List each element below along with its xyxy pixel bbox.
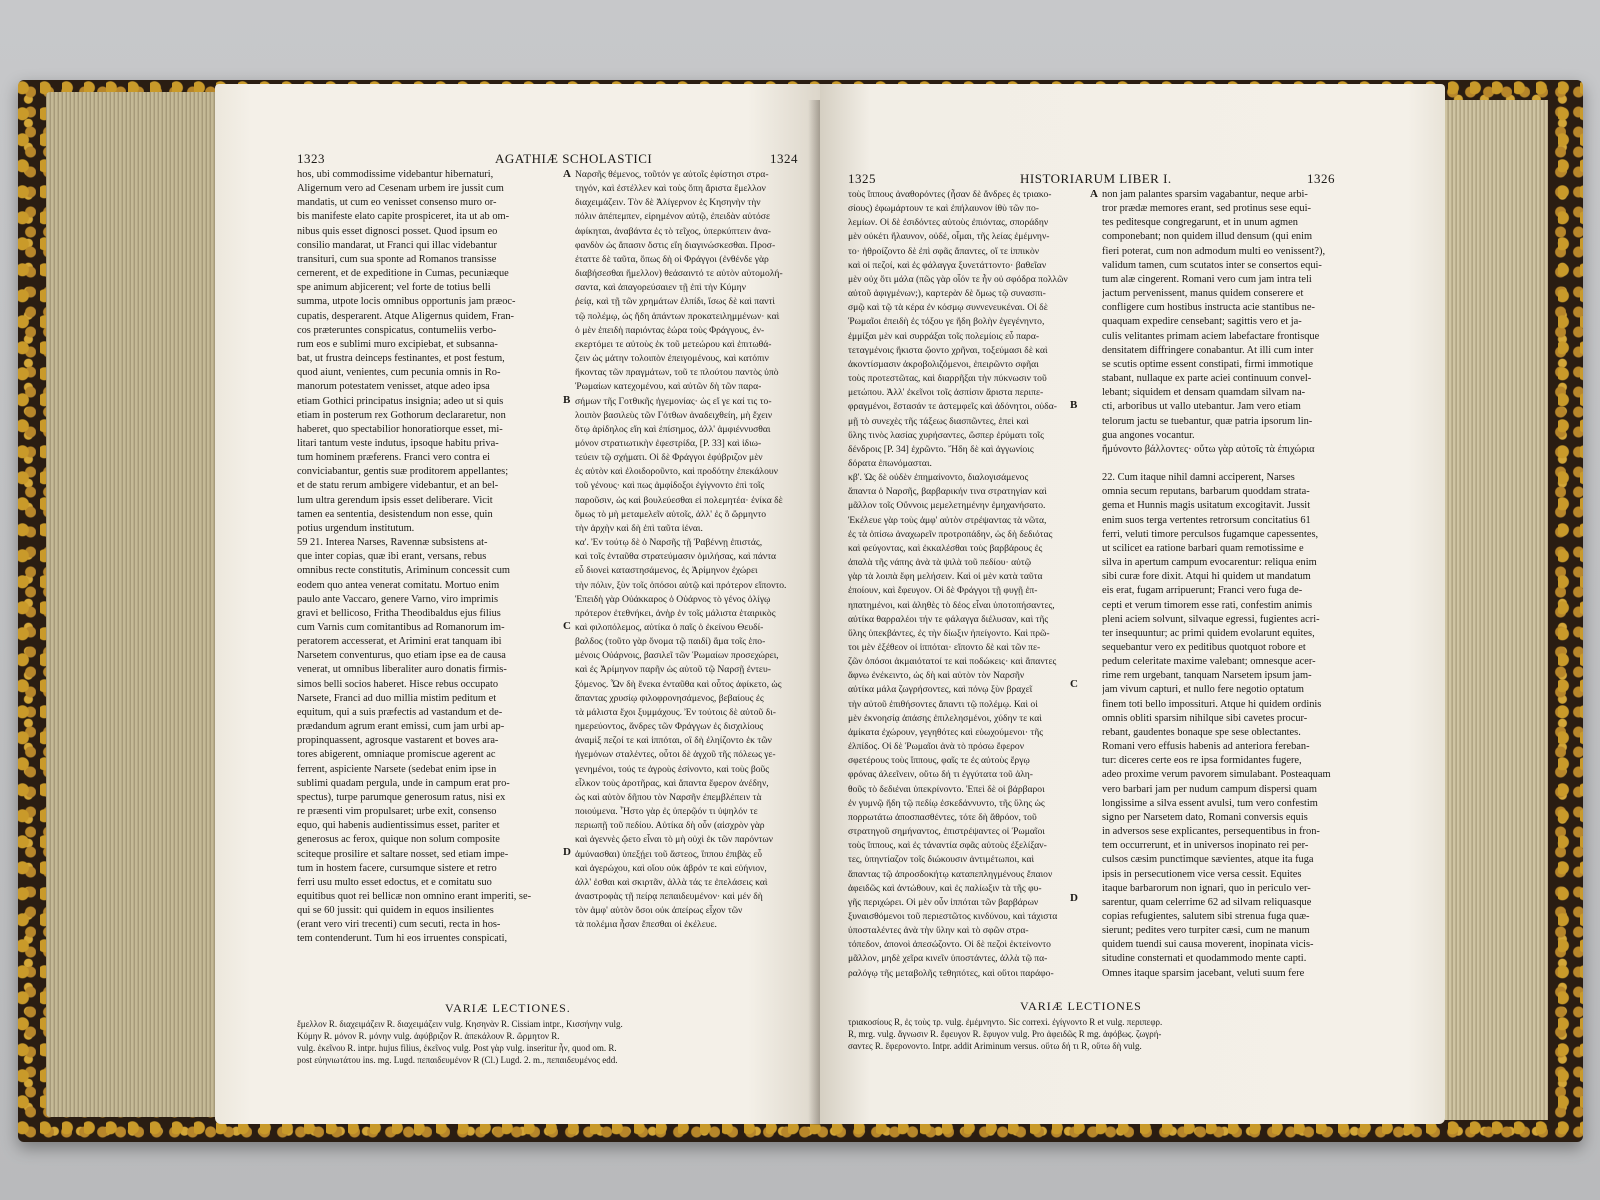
footnote-line: τριακοσίους R, ἐς τοὺς τρ. vulg. ἐμέμνηντο. Sic correxi. ἐγίγνοντο R et vulg. περιπεφρ. (848, 1017, 1163, 1027)
greek-text-line: τοι μὲν ἐξέθεον οἱ ἱππόται· εἵποντο δὲ καὶ τῶν πε- (848, 642, 1041, 653)
greek-text-line: τοὺς προτεστῶτας, καὶ διαρρῆξαι τὴν πύκνωσιν τοῦ (848, 373, 1047, 385)
latin-text-line: venerat, ut omnibus liberaliter auro donatis firmis- (297, 664, 507, 676)
latin-text-line: simos belli socios haberet. Hisce rebus occupato (297, 678, 499, 690)
greek-text-line: ημερεύοντος, ἄνδρες τῶν Φράγγων ἐς δισχιλίους (575, 721, 764, 733)
latin-text-line: re præsenti vim propulsaret; urbe exit, consenso (297, 806, 497, 818)
footnote-line: post εὐηνιωτάτου ins. mg. Lugd. πεπαιδευμένον R (Cl.) Lugd. 2. m., πεπαιδευμένος edd. (297, 1055, 618, 1065)
greek-text-line: ἅπαντας χρυσίῳ φιλοφρονησάμενος, βεβαίους ἐς (575, 692, 764, 704)
greek-text-line: σαντα, καὶ ἀπαγορεύσαιεν τῇ ἐπὶ τὴν Κύμην (575, 282, 746, 294)
footnote-line: R, mrg. vulg. ἄγνωσιν R. ἔφευγον R. ἔφυγον vulg. Pro ἀφειδῶς R mg. ἀφόβως. ζωγρή- (848, 1029, 1162, 1039)
latin-text-line: hos, ubi commodissime videbantur hibernaturi, (297, 169, 494, 180)
left-variae-lectiones-title: VARIÆ LECTIONES. (445, 1001, 571, 1015)
greek-text-line: καὶ ἀγεννὲς ᾤετο εἶναι τὸ μὴ οὐχὶ ἐκ τῶν παρόντων (575, 834, 773, 846)
latin-text-line: tur: diceres certe eos re ipsa formidantes fugere, (1102, 755, 1302, 767)
greek-text-line: ἐς τὰ ὀπίσω ἀναχωρεῖν προτροπάδην, ὡς δὴ δεδιότας (848, 528, 1053, 540)
margin-marker-c-right: C (1070, 678, 1078, 690)
latin-text-line: sciteque prosilire et saltare nosset, sed etiam impe- (297, 848, 509, 860)
greek-text-line: θοῦς τὸ δεδιέναι ὑπεκρίνοντο. Ἐπεὶ δὲ οἱ βάρβαροι (848, 783, 1045, 795)
greek-text-line: τοῦ γένους· καὶ πως ἀμφίδοξοι ἐγίγνοντο ἐπὶ τοῖς (575, 480, 765, 492)
latin-text-line: cupatis, desperarent. Atque Aligernus quidem, Fran- (297, 310, 514, 322)
greek-text-line: μὲν οὐχ ὅτι μάλα (πῶς γὰρ οἷόν τε ἦν οὐ σφόδρα πολλῶν (848, 273, 1068, 285)
greek-text-line: τόπεδον, ἀπονοὶ ἀπεσώζοντο. Οἱ δὲ πεζοὶ ἐκτείνοντο (848, 939, 1051, 951)
greek-text-line: ἡγεμόνων σταλέντες, οὗτοι δὲ ἀγχοῦ τῆς πόλεως γε- (575, 749, 776, 761)
latin-text-line: nibus quis esset dignosci posset. Quod ipsum eo (297, 225, 498, 237)
greek-text-line: ἐποίουν, καὶ ἔφευγον. Οἱ δὲ Φράγγοι τῇ φυγῇ ἐπ- (848, 585, 1038, 597)
latin-text-line: sequebantur vero ex peditibus quotquot robore et (1102, 642, 1306, 653)
greek-text-line: καὶ φεύγοντας, καὶ ἐκκαλέσθαι τοὺς βαρβάρους ἐς (848, 542, 1043, 554)
latin-text-line: signo per Narsetem dato, Romani conversis equis (1102, 811, 1308, 823)
greek-text-line: βαλδος (τοῦτο γὰρ ὄνομα τῷ παιδί) ἅμα τοῖς ἑπο- (575, 636, 766, 648)
greek-text-line: μένοις Οὐάρνοις, βασιλεῖ τῶν Ῥωμαίων προσεχώρει, (575, 650, 779, 662)
greek-text-line: σφετέρους τοὺς ἵππους, φαῖς τε ἐς αὐτοὺς ἔργῳ (848, 755, 1030, 767)
greek-text-line: ἅπαντα ὁ Ναρσῆς, βαρβαρικήν τινα στρατηγίαν καὶ (848, 486, 1047, 498)
latin-text-line: paulo ante Vaccaro, genere Varno, viro imprimis (297, 593, 499, 605)
greek-text-line: ὑποσταλέντες ἀνὰ τὴν ὕλην καὶ τὸ σφῶν στρα- (848, 925, 1029, 937)
latin-text-line: equo, qui habenis audientissimus esset, pariter et (297, 820, 500, 832)
greek-text-line: ἅπαντας τῷ ἀπροσδοκήτῳ καταπεπληγμένους ἔπαιον (848, 868, 1053, 880)
greek-text-line: σμῷ καὶ τῷ τὰ κέρα ἐν κόσμῳ συννενευκέναι. Οἱ δὲ (848, 302, 1048, 314)
latin-text-line: omnibus recte constitutis, Ariminum concessit cum (297, 565, 510, 577)
footnote-line: Κύμην R. μόνον R. μόνην vulg. ἀφύβριζον R. ἀπεκάλουν R. ὥρμητον R. (297, 1031, 560, 1041)
greek-text-line: τὴν αὐτοῦ ἐπιθήσοντες ἅπαντι τῷ πολέμῳ. Καὶ οἱ (848, 698, 1038, 710)
greek-text-line: τεύειν τῷ σχήματι. Οἱ δὲ Φράγγοι ἐφύβριζον μὲν (575, 452, 763, 464)
latin-text-line: rebant, gaudentes bonaque spe sese oblectantes. (1102, 726, 1301, 738)
latin-text-line: tum in hostem facere, cursumque sistere et retro (297, 862, 497, 874)
latin-text-line: gua angones vocantur. (1102, 429, 1195, 441)
greek-text-line: φρόνας ἀλεεῖνειν, οὕτω δή τι ἐγγύτατα τοῦ ἀλη- (848, 769, 1033, 781)
latin-text-line: prædandum agrum erant emissi, cum jam urbi ap- (297, 721, 505, 733)
left-page-number-inner: 1324 (770, 151, 798, 166)
greek-text-line: στρατηγοῦ σημήναντος, ἐπιστρέψαντες οἱ Ῥωμαῖοι (848, 826, 1045, 838)
latin-text-line: tes peditesque congregarunt, et in unum agmen (1102, 217, 1298, 229)
latin-text-line: bat, ut frustra deinceps festinantes, et post festum, (297, 353, 505, 365)
greek-text-line: ἄφνω ἐνέκειντο, ὡς δὴ καὶ αὐτὸν τὸν Ναρσῆν (848, 670, 1025, 682)
latin-text-line: Aligernum vero ad Cesenam urbem ire jussit cum (297, 183, 504, 195)
latin-text-line: haberet, quo spectabilior honoratiorque esset, mi- (297, 423, 503, 435)
latin-text-line: que inter copias, quæ ibi erant, versans, rebus (297, 551, 487, 563)
latin-text-line: conviciabantur, gentis suæ proditorem appellantes; (297, 466, 509, 478)
greek-text-line: εὖ διονεὶ καταστησάμενος, ἐς Ἀρίμηνον ἐχώρει (575, 565, 758, 577)
latin-text-line: silva in apertum campum evocarentur: reliqua enim (1102, 557, 1317, 569)
greek-text-line: μᾶλλον, μηδὲ χεῖρα κινεῖν ὑποστάντες, ἀλλὰ τῷ πα- (848, 953, 1048, 965)
greek-text-line: ἀναμὶξ πεζοί τε καὶ ἱππόται, οἳ δὴ ἐληίζοντο ἐκ τῶν (575, 735, 772, 747)
latin-text-line: enim suos terga vertentes retrorsum concitatius 61 (1102, 514, 1311, 526)
greek-text-line: ἀφίκηται, ἀναβάντα ἐς τὸ τεῖχος, ὑπερκύπτειν ἀνα- (575, 225, 771, 237)
greek-text-line: το· ἠθροίζοντο δὲ ἐπὶ σφᾶς ἅπαντες, οἵ τε ἱππικὸν (848, 245, 1040, 257)
latin-text-line: mandatis, ut cum eo venisset consenso muro or- (297, 197, 497, 209)
greek-text-line: δένδροις [P. 34] ἐχρῶντο. Ἤδη δὲ καὶ ἀγγωνίοις (848, 443, 1034, 455)
latin-text-line: sarentur, quam celerrime 62 ad silvam reliquasque (1102, 896, 1312, 908)
latin-text-line: (erant vero viri trecenti) cum secuti, recta in hos- (297, 919, 501, 931)
latin-text-line: componebant; non quidem illud densum (qui enim (1102, 231, 1313, 243)
greek-text-line: λεμίων. Οἱ δὲ ἐσιδόντες αὐτοὺς ἐπιόντας, σποράδην (848, 217, 1049, 229)
footnote-line: ἔμελλον R. διαχειμάζειν R. διαχειμάζειν vulg. Κησηνὰν R. Cissiam intpr., Κισσήνην vulg. (297, 1019, 623, 1029)
latin-text-line: spectus), turpe parumque generosum ratus, nisi ex (297, 791, 506, 803)
greek-text-line: ζῶν ὁπόσοι ἀκμαιότατοί τε καὶ ποδώκεις· καὶ ἅπαντες (848, 656, 1057, 668)
latin-text-line: tror prædæ memores erant, sed protinus sese equi- (1102, 203, 1311, 215)
greek-text-line: παροῦσιν, ὡς καὶ βουλεύεσθαι εἰ πολεμητέα· ἐνίκα δὲ (575, 494, 783, 506)
left-page-number-outer: 1323 (297, 151, 325, 166)
latin-text-line: non jam palantes sparsim vagabantur, neque arbi- (1102, 189, 1308, 200)
latin-text-line: Narsetem conventurus, quo etiam ipse ea de causa (297, 650, 506, 662)
greek-text-line: ἀμύνασθαι) ὑπεξῄει τοῦ ἄστεος, ἵππου ἐπιβὰς εὖ (575, 848, 763, 860)
latin-text-line: bis manifeste elato capite prospiceret, ita ut ab om- (297, 211, 510, 223)
latin-text-line: telorum jactu se tuebantur, quæ patria ipsorum lin- (1102, 415, 1313, 427)
latin-text-line: Romani vero effusis habenis ad anteriora fereban- (1102, 741, 1310, 753)
latin-text-line: generosus ac ferox, quique non solum composite (297, 834, 500, 846)
latin-text-line: in adversos sese explicantes, persequentibus in fron- (1102, 826, 1320, 838)
greek-text-line: γενημένοι, τούς τε ἀγροὺς ἐσίνοντο, καὶ τοὺς βοῦς (575, 763, 770, 775)
latin-text-line: vero barbari jam per nudum campum dispersi quam (1102, 783, 1317, 795)
latin-text-line: rime rem urgebant, tanquam Narsetem ipsum jam- (1102, 670, 1312, 682)
latin-text-line: eis erat, fugam arripuerunt; Franci vero fuga de- (1102, 585, 1303, 597)
latin-text-line: finem toti bello impossituri. Atque hi quidem ordinis (1102, 698, 1322, 710)
greek-text-line: ραλόγῳ τῆς μεταβολῆς τεθηπότες, καὶ οὕτοι παράφο- (848, 967, 1054, 979)
latin-text-line: tem contenderunt. Tum hi eos irruentes conspicati, (297, 933, 508, 945)
left-page-edges (46, 92, 226, 1117)
margin-marker-d-right: D (1070, 892, 1078, 904)
latin-text-line: litari tantum veste indutus, ipsoque habitu priva- (297, 437, 499, 449)
right-variae-lectiones-title: VARIÆ LECTIONES (1020, 999, 1142, 1013)
latin-text-line: quidem tuendi sui causa moverent, inopinata vicis- (1102, 939, 1314, 951)
latin-text-line (1102, 457, 1342, 471)
greek-text-line: δόρατα ἐπωνόμασται. (848, 457, 932, 469)
greek-text-line: τὰ μάλιστα ἔχοι ξυμμάχους. Ἐν τούτοις δὲ αὐτοῦ δι- (575, 706, 776, 718)
latin-text-line: 59 21. Interea Narses, Ravennæ subsistens at- (297, 537, 488, 549)
greek-text-line: τὰ πολέμια ἦσαν ἕπεσθαι οἱ ἐκέλευε. (575, 919, 717, 931)
greek-text-line: εκερτόμει τε αὐτοὺς ἐκ τοῦ μετεώρου καὶ ἐπιτωθά- (575, 338, 772, 350)
greek-text-line: πορρωτάτω ἀποσπασθέντες, τότε δὴ ἄθρόον, τοῦ (848, 811, 1037, 823)
latin-text-line: potius urgendum institutum. (297, 522, 415, 534)
greek-text-line: φανδὸν ὡς ἅπασιν ὅστις εἴη διαγινώσκεσθαι. Προσ- (575, 239, 776, 251)
latin-text-line: equitum, qui a suis præfectis ad vastandum et de- (297, 706, 503, 718)
margin-marker-a-right: A (1090, 188, 1098, 200)
greek-text-line: ἐς αὐτὸν καὶ ἐλοιδοροῦντο, καὶ προδότην ἐπεκάλουν (575, 466, 778, 478)
left-greek-column (575, 168, 807, 932)
greek-text-line: ποιούμενα. Ἦστο γὰρ ἐς ὑπερῷόν τι ὑψηλόν τε (575, 806, 758, 818)
latin-text-line: ferri, veluti timore perculsos fugamque capessentes, (1102, 528, 1319, 540)
latin-text-line: cti, arboribus ut vallo utebantur. Jam vero etiam (1102, 401, 1301, 413)
greek-text-line: ζειν ὡς μάτην τολοιπὸν ἐπειγομένους, καὶ κατόπιν (575, 353, 769, 365)
latin-text-line: lum ultra gerendum ipsis esset deliberare. Vicit (297, 494, 493, 506)
greek-text-line: ῥείᾳ, καὶ τῇ τῶν χρημάτων ἐλπίδι, ἴσως δὲ καὶ παντὶ (575, 296, 775, 308)
greek-text-line: ἀναστροφὰς τῇ πείρᾳ πεπαιδευμένον· καὶ μέν δὴ (575, 890, 763, 902)
greek-text-line: Ἐκέλευε γὰρ τοὺς ἀμφ' αὐτὸν στρέψαντας τὰ νῶτα, (848, 514, 1047, 526)
latin-text-line: densitatem diffringere conabantur. At illi cum inter (1102, 344, 1314, 356)
latin-text-line: peratorem accesserat, et Arimini erat tanquam ibi (297, 636, 502, 648)
latin-text-line: rum eos e sublimi muro excipiebat, et subsanna- (297, 338, 498, 350)
latin-text-line: omnis obliti sparsim nihilque sibi cavetes procur- (1102, 712, 1308, 724)
latin-text-line: validum tamen, cum scutatos inter se consertos equi- (1102, 259, 1322, 271)
greek-text-line: ἥκοντας τῶν πραγμάτων, τοῦ τε πλούτου παντὸς ὑπὸ (575, 367, 779, 379)
footnote-line: vulg. ἐκεῖνου R. intpr. hujus filius, ἐκεῖνος vulg. Post γὰρ vulg. inseritur ἦν, quod om. R. (297, 1043, 617, 1053)
greek-text-line: ἐμμίξαι μὲν καὶ συρράξαι τοῖς πολεμίοις εὖ παρα- (848, 330, 1040, 342)
margin-marker-a: A (563, 168, 571, 180)
greek-text-line: ἁπαλὰ τῆς νάπης ἀνὰ τὰ ψιλὰ τοῦ πεδίου· αὐτῷ (848, 557, 1032, 569)
right-page (820, 84, 1445, 1124)
latin-text-line: situdine consternati et quodammodo mente capti. (1102, 953, 1307, 965)
greek-text-line: σήμων τῆς Γοτθικῆς ἡγεμονίας· ὡς εἴ γε καί τις το- (575, 395, 772, 407)
right-greek-column (848, 188, 1088, 981)
left-footnotes (297, 1018, 809, 1066)
right-page-number-inner: 1325 (848, 171, 876, 186)
greek-text-line: μᾶλλον τοῖς Οὔννοις μεμελετημένην ἐμηχανήσατο. (848, 500, 1046, 512)
latin-text-line: Omnes itaque sparsim jacebant, veluti suum fere (1102, 967, 1305, 979)
latin-text-line: gema et Hunnis magis usitatum excogitavit. Jussit (1102, 500, 1311, 512)
latin-text-line: qui se 60 jussit: qui quidem in equos insilientes (297, 905, 494, 917)
greek-text-line: τὴν πόλιν, ξὺν τοῖς ὁπόσοι αὐτῷ καὶ πρότερον εἵποντο. (575, 579, 787, 591)
greek-text-line: λοιπὸν βασιλεὺς τῶν Γότθων ἀναδειχθείη, μὴ ἔχειν (575, 409, 773, 421)
greek-text-line: μετώπου. Ἀλλ' ἐκεῖνοι τοῖς ἀσπίσιν ἄριστα περιπε- (848, 387, 1044, 399)
greek-text-line: τηγόν, καὶ ἐστέλλεν καὶ τοὺς ὅπη ἄριστα ἔμελλον (575, 183, 766, 195)
latin-text-line: ferri usu multo esset edoctus, et e comitatu suo (297, 876, 492, 888)
greek-text-line: ἀμίκατα ἐχώρουν, γεγηθότες καὶ εὐωχούμενοι· τῆς (848, 726, 1044, 738)
latin-text-line: itaque barbarorum non ignari, quo in periculo ver- (1102, 882, 1311, 894)
latin-text-line: sierunt; pedites vero turpiter cæsi, cum ne manum (1102, 925, 1310, 937)
latin-text-line: quod aiunt, venientes, cum pecunia omnis in Ro- (297, 367, 501, 379)
greek-text-line: ξόμενος. Ὧν δὴ ἕνεκα ἐνταῦθα καὶ οὗτος ἀφίκετο, ὡς (575, 678, 782, 690)
greek-text-line: πρότερον ἐτεθνήκει, ἀνὴρ ἐν τοῖς μάλιστα ἑταιρικὸς (575, 607, 776, 619)
greek-text-line: κβ'. Ὡς δὲ οὐδὲν ἐπημαίνοντο, διαλογισάμενος (848, 472, 1029, 484)
greek-text-line: ἀφειδῶς καὶ ἀντώθουν, καὶ ἐς παλίωξιν τὰ τῆς φυ- (848, 882, 1042, 894)
greek-text-line: αὐτίκα θαρραλέοι τήν τε φάλαγγα διέλυσαν, καὶ τῆς (848, 613, 1049, 625)
greek-text-line: ἐν γυμνῷ ἤδη τῷ πεδίῳ ἐσκεδάννυντο, τῆς ὕλης ὡς (848, 797, 1045, 809)
greek-text-line: φραγμένοι, ἔστασάν τε ἀστεμφεῖς καὶ ἀδόνητοι, οὐδα- (848, 401, 1057, 413)
latin-text-line: manorum potestatem venisset, atque adeo ipsa (297, 381, 490, 393)
latin-text-line: etiam in posterum rex Gothorum declararetur, non (297, 409, 506, 421)
greek-text-line: τες, ὑπηντίαζον τοῖς διώκουσιν ἀντιμέτωποι, καὶ (848, 854, 1035, 866)
left-latin-column (297, 168, 559, 947)
greek-text-line: ὡς καὶ αὐτὸν δῆπου τὸν Ναρσῆν ἐπεμβλέπειν τὰ (575, 791, 762, 803)
left-running-title: AGATHIÆ SCHOLASTICI (495, 151, 653, 166)
greek-text-line: διαχειμάζειν. Τὸν δὲ Ἀλίγερνον ἐς Κησηνὴν τὴν (575, 197, 761, 209)
latin-text-line: sibi curæ fore dixit. Atqui hi quidem ut mandatum (1102, 571, 1311, 583)
latin-text-line: tores abigerent, omniaque promiscue agerent ac (297, 749, 496, 761)
greek-text-line: ὅτῳ ἀρίδηλος εἴη καὶ ἐπίσημος, ἀλλ' ἀμφιέννυσθαι (575, 423, 771, 435)
latin-text-line: omnia secum reputans, barbarum quoddam strata- (1102, 486, 1310, 498)
greek-text-line: Ἐπειδὴ γὰρ Οὐάκκαρος ὁ Οὐάρνος τὸ γένος ὀλίγῳ (575, 593, 771, 605)
greek-text-line: ὅμως τὸ μὴ μεταμελεῖν αὐτοῖς, ἀλλ' ἐς ὃ ὥρμηντο (575, 508, 767, 520)
margin-marker-d: D (563, 846, 571, 858)
latin-text-line: cernerent, et de expeditione in Cumas, pecuniæque (297, 268, 509, 280)
latin-text-line: se scutis optime essent constipati, firmi immotique (1102, 358, 1313, 370)
greek-text-line: αὐτίκα μάλα ζωγρήσοντες, καὶ πόνῳ ξὺν βραχεῖ (848, 684, 1033, 696)
latin-text-line: eodem quo antea venerat comitatu. Mortuo enim (297, 579, 500, 591)
greek-text-line: σίους) ἐφωμάρτουν τε καὶ ἐπήλαυνον ἰθὺ τῶν πο- (848, 203, 1039, 215)
greek-text-line: Ῥωμαῖοι ἐπειδὴ ἐς τόξου γε ἤδη βολὴν ἐγεγένηντο, (848, 316, 1045, 328)
greek-text-line: καὶ ἐς Ἀρίμηνον παρῆν ὡς αὐτοῦ τῷ Ναρσῇ ἐντευ- (575, 664, 771, 676)
greek-text-line: τῷ πολέμῳ, ὡς ἤδη ἁπάντων προκατειλημμένων· καὶ (575, 310, 780, 322)
greek-text-line: ὕλης τινὸς λασίας χυρήσαντες, ὥσπερ ἐρύματι τοῖς (848, 429, 1044, 441)
latin-text-line: cum Varnis cum comitantibus ad Romanorum im- (297, 622, 505, 633)
greek-text-line: καὶ ἀγερώχου, καὶ οἵου οὐκ ἀβρόν τε καὶ εὐήνιον, (575, 862, 767, 874)
greek-text-line: ξυναισθόμενοι τοῦ περιεστῶτος κινδύνου, καὶ τάχιστα (848, 910, 1058, 922)
latin-text-line: adeo proxime verum pavorem simulabant. Posteaquam (1102, 769, 1331, 781)
greek-text-line: γῆς περιχώρει. Οἱ μὲν οὖν ἱππόται τῶν βαρβάρων (848, 896, 1039, 908)
greek-text-line: τὴν ἀρχὴν καὶ δὴ ἐπὶ ταῦτα ἰέναι. (575, 522, 703, 534)
latin-text-line: jactum pervenissent, manus quidem conserere et (1102, 288, 1304, 300)
latin-text-line: ferrent, aspiciente Narsete (sedebat enim ipse in (297, 763, 497, 775)
latin-text-line: spe animum abjicerent; vel forte de totius belli (297, 282, 491, 294)
footnote-line: σαντες R. ἔφερονοντο. Intpr. addit Ariminum versus. οὕτω δή τι R, οὕτω δὴ vulg. (848, 1041, 1142, 1051)
latin-text-line: culsos cæsim punctimque sævientes, atque ita fuga (1102, 854, 1314, 866)
greek-text-line: ἀλλ' ἐσθαι καὶ σκιρτᾶν, ἀλλὰ τάς τε ἐπελάσεις καὶ (575, 876, 768, 888)
left-page (215, 84, 820, 1124)
greek-text-line: καὶ φιλοπόλεμος, αὐτίκα ὁ παῖς ὁ ἐκείνου Θευδί- (575, 622, 764, 633)
latin-text-line: 22. Cum itaque nihil damni acciperent, Narses (1102, 472, 1295, 484)
greek-text-line: τεταγμένοις ἥκιστα ᾤοντο χρῆναι, τοξεύμασι δὲ καὶ (848, 344, 1048, 356)
latin-text-line: tum hominem præferens. Franci vero contra ei (297, 452, 491, 464)
greek-text-line: μὲν οὐκέτι ἤλαυνον, οὐδέ, οἶμαι, τῆς λείας ἐμέμνην- (848, 231, 1050, 243)
right-footnotes (848, 1016, 1378, 1052)
greek-text-line: καὶ οἱ πεζοί, καὶ ἐς φάλαγγα ξυνετάττοντο· βαθεῖαν (848, 259, 1047, 271)
greek-text-line: κα'. Ἐν τούτῳ δὲ ὁ Ναρσῆς τῇ Ῥαβέννῃ ἐπιστάς, (575, 537, 763, 549)
greek-text-line: μῇ τὸ συνεχὲς τῆς τάξεως διασπῶντες, ἐπεὶ καὶ (848, 415, 1029, 427)
margin-marker-b: B (563, 394, 571, 406)
latin-text-line: tamen ea sententia, desistendum non esse, quin (297, 508, 493, 520)
latin-text-line: et de statu rerum ambigere videbantur, et an bel- (297, 480, 499, 492)
greek-text-line: τοὺς ἵππους, καὶ ἐς τἀναντία σφᾶς αὐτοὺς ἐξελίξαν- (848, 840, 1047, 852)
margin-marker-c: C (563, 620, 571, 632)
greek-text-line: μὲν ἐκνοησίᾳ ἁπάσης ἐπιλελησμένοι, χύδην τε καὶ (848, 712, 1042, 724)
right-latin-column (1102, 188, 1342, 981)
latin-text-line: confligere cum hostibus instructa acie stantibus ne- (1102, 302, 1315, 314)
latin-text-line: longissime a silva essent avulsi, tum vero confestim (1102, 797, 1318, 809)
latin-text-line: copias refugientes, salutem sibi strenua fuga quæ- (1102, 910, 1310, 922)
latin-text-line: etiam Gothici principatus insignia; adeo ut si quis (297, 395, 504, 407)
right-running-title: HISTORIARUM LIBER I. (1020, 171, 1172, 186)
greek-text-line: Ναρσῆς θέμενος, τοῦτόν γε αὐτοῖς ἐφίστησι στρα- (575, 169, 769, 180)
latin-text-line: lebant; siquidem et densam quamdam silvam na- (1102, 387, 1306, 399)
greek-text-line: εἷλκον τοὺς ἀροτῆρας, καὶ ἅπαντα ἔφερον ἀνέδην, (575, 777, 769, 789)
latin-text-line: ter insequuntur; ac primi quidem evolarunt equites, (1102, 627, 1315, 639)
latin-text-line: ipsis in persecutionem vice versa cessit. Equites (1102, 868, 1302, 880)
latin-text-line: quaquam expedire censebant; sagittis vero et ja- (1102, 316, 1302, 328)
greek-text-line: διαβήσεσθαι ἤμελλον) θεάσαιντό τε αὐτὸν αὐτομολή- (575, 268, 783, 280)
latin-text-line: sublimi quadam pergula, unde in campum erat pro- (297, 777, 510, 789)
greek-text-line: ἀκοντίσμασιν ἀκροβολιζόμενοι, ἐπειρῶντο σφῆαι (848, 358, 1039, 370)
latin-text-line: gravi et bellicoso, Fritha Theodibaldus ejus filius (297, 607, 501, 619)
right-page-number-outer: 1326 (1307, 171, 1335, 186)
latin-text-line: propinquassent, agrosque vastarent et boves ara- (297, 735, 499, 747)
greek-text-line: μόνον στρατιωτικὴν ἐφεστρίδα, [P. 33] καὶ ἰδιω- (575, 437, 762, 449)
greek-text-line: ἐλπίδος. Οἱ δὲ Ῥωμαῖοι ἀνὰ τὸ πρόσω ἔφερον (848, 741, 1025, 753)
latin-text-line: summa, utpote locis omnibus opportunis jam præoc- (297, 296, 516, 308)
latin-text-line: stabant, nullaque ex parte aciei continuum convel- (1102, 373, 1312, 385)
greek-text-line: γὰρ τὰ λοιπὰ ἔφη μελήσειν. Καὶ οἱ μὲν κατὰ ταῦτα (848, 571, 1043, 583)
latin-text-line: culis velitantes primam aciem labefactare frontisque (1102, 330, 1320, 342)
latin-text-line: consilio mandarat, ut Franci qui illac videbantur (297, 239, 497, 251)
latin-text-line: ἤμύνοντο βάλλοντες· οὕτω γὰρ αὐτοῖς τὰ ἐπιχώρια (1102, 443, 1315, 455)
greek-text-line: Ῥωμαίων κατεχομένου, καὶ αὐτῶν δὴ τῶν παρα- (575, 381, 762, 393)
greek-text-line: ὁ μὲν ἐπειδὴ παριόντας ἑώρα τοὺς Φράγγους, ἐν- (575, 324, 765, 336)
greek-text-line: καὶ τοῖς ἐνταῦθα στρατεύμασιν ὁμιλήσας, καὶ πάντα (575, 551, 777, 563)
greek-text-line: πόλιν ἀπέπεμπεν, εἰρημένον αὐτῷ, ἐπειδὰν αὐτόσε (575, 211, 771, 223)
greek-text-line: περιωπῇ τοῦ πεδίου. Αὐτίκα δὴ οὖν (αἰσχρὸν γὰρ (575, 820, 765, 832)
right-page-edges (1440, 100, 1548, 1120)
latin-text-line: tum alæ cingerent. Romani vero cum jam intra teli (1102, 273, 1312, 285)
latin-text-line: Narsete, Franci ad duo millia mistim peditum et (297, 692, 497, 704)
latin-text-line: transituri, cum sua sponte ad Romanos transisse (297, 253, 497, 265)
greek-text-line: τοὺς ἵππους ἀναθορόντες (ἦσαν δὲ ἄνδρες ἐς τριακο- (848, 189, 1052, 200)
latin-text-line: ut scilicet ea ratione barbari quam remotissime e (1102, 542, 1304, 554)
latin-text-line: pedum celeritate maxime valebant; omnesque acer- (1102, 656, 1316, 668)
latin-text-line: cos præteruntes conspicatus, contumeliis verbo- (297, 324, 497, 336)
latin-text-line: equitibus quot rei bellicæ non omnino erant imperiti, se- (297, 890, 532, 902)
latin-text-line: pleni aciem solvunt, silvaque egressi, fugientes acri- (1102, 613, 1320, 625)
greek-text-line: αὐτοῦ ἀφιγμένων;), καρτερὰν δὲ ὅμως τῷ συνασπι- (848, 288, 1046, 300)
greek-text-line: ηπατημένοι, καὶ ἀληθὲς τὸ δέος εἶναι ὑποτοπήσαντες, (848, 599, 1055, 611)
margin-marker-b-right: B (1070, 399, 1078, 411)
greek-text-line: ὕλης ὑπεκβάντες, ἐς τὴν δίωξιν ἠπείγοντο. Καὶ πρῶ- (848, 627, 1050, 639)
latin-text-line: fieri poterat, cum non admodum multi eo venissent?), (1102, 245, 1326, 257)
latin-text-line: jam vivum capturi, et nullo fere negotio optatum (1102, 684, 1304, 696)
greek-text-line: έταττε δὲ ταῦτα, ὅπως δὴ οἱ Φράγγοι (ἐνθένδε γὰρ (575, 253, 769, 265)
latin-text-line: cepti et verum timorem esse rati, confestim animis (1102, 599, 1313, 611)
greek-text-line: τὸν ἀμφ' αὐτὸν ὅσοι οὐκ ἀπείρως εἶχον τῶν (575, 905, 743, 917)
latin-text-line: tem occurrerunt, et in universos inopinato rei per- (1102, 840, 1309, 852)
